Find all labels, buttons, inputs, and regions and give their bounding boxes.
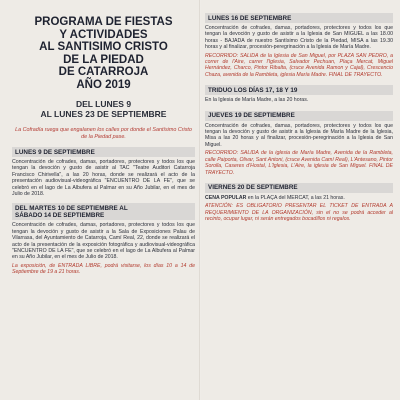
title-line: Y ACTIVIDADES	[59, 28, 148, 41]
section-text: Concentración de cofrades, damas, portadores, protectores y todos los que tengan la devoción y gusto de asistir a la Sala de Exposiciones Palau de Vilarrasa, del Ayuntamiento de Catarroja, Camí Real, 22, donde se realizará el acto de la presentación de la exposición fotográfica y audiovisual-videográfica "ENCUENTRO DE LA FE", que se celebró en el lago de La Albufera al Palmar en su Año Jubilar, en el mes de Julio de 2018.	[12, 222, 195, 261]
title-line: AÑO 2019	[76, 78, 131, 91]
dinner-label: CENA POPULAR	[205, 194, 247, 201]
title-line: DE CATARROJA	[58, 66, 149, 78]
section-heading: VIERNES 20 DE SEPTIEMBRE	[205, 183, 393, 193]
section-text: Concentración de cofrades, damas, portadores, protectores y todos los que tengan la devoción y gusto de asistir a la Iglesia de María Madre de la Iglesia, Misa a las 20 horas y al finalizar, procesión-peregrinación a la Iglesia de San Miguel.	[205, 122, 393, 148]
section-text: Concentración de cofrades, damas, portadores, protectores y todos los que tengan la devoción y gusto de asistir al TAC "Teatre Auditori Catarroja Francisco Chirivella", a las 20 horas, donde se realizará el acto de la presentación audiovisual-videográfica "ENCUENTRO DE LA FE", que se celebró en el lago de La Albufera al Palmar en su Año Jubilar, en el mes de Julio de 2018.	[12, 159, 195, 198]
section-heading: TRIDUO LOS DÍAS 17, 18 Y 19	[205, 85, 393, 95]
section-text: En la Iglesia de María Madre, a las 20 horas.	[205, 97, 309, 104]
section-heading	[12, 203, 195, 220]
section-heading: LUNES 9 DE SEPTIEMBRE	[12, 147, 195, 157]
section-heading: JUEVES 19 DE SEPTIEMBRE	[205, 111, 393, 121]
intro-note: La Cofradía ruega que engalanen los calles por donde el Santísimo Cristo de la Piedad pase.	[15, 127, 192, 140]
section-heading: LUNES 16 DE SEPTIEMBRE	[205, 13, 393, 23]
section-text	[205, 195, 393, 201]
title-line: AL SANTISIMO CRISTO	[39, 41, 168, 53]
dinner-details: en la PLAÇA del MERCAT, a las 21 horas.	[246, 194, 345, 201]
festival-dates	[12, 99, 195, 119]
title-line: DE LA PIEDAD	[63, 53, 144, 66]
heading-line: DEL MARTES 10 DE SEPTIEMBRE AL	[15, 204, 128, 212]
program-title	[12, 16, 195, 91]
route-note: RECORRIDO: SALIDA de la iglesia de María Madre, Avenida de la Rambleta, calle Paiporta, Olivar, Sant Antoni, (cruce Avenida Camí Real), L'Antesano, Pintor Sorolla, Caseres d'Hostal, L'Iglesia, L'Aire, la iglesia de San Miguel. FINAL DE TRAYECTO.	[205, 150, 393, 176]
section-text: Concentración de cofrades, damas, portadores, protectores y todos los que tengan la devoción y gusto de asistir a la Iglesia de San MIGUEL a las 18.00 horas - BAJADA de nuestro Santísimo Cristo de la Piedad, MISA a las 19.30 horas y al finalizar, procesión-peregrinación a la Iglesia de María Madre.	[205, 25, 393, 51]
heading-line: SÁBADO 14 DE SEPTIEMBRE	[15, 211, 105, 219]
dates-line: AL LUNES 23 DE SEPTIEMBRE	[40, 109, 167, 119]
left-page	[12, 0, 195, 400]
exhibition-note: La exposición, de ENTRADA LIBRE, podrá visitarse, los días 10 a 14 de Septiembre de 19 a 21 horas.	[12, 262, 195, 276]
right-page	[205, 0, 393, 400]
title-line: PROGRAMA DE FIESTAS	[34, 16, 173, 28]
dates-line: DEL LUNES 9	[75, 99, 132, 109]
route-note: RECORRIDO: SALIDA de la Iglesia de San Miguel, por PLAZA SAN PEDRO, a correr de l'Aire, carrer l'Iglesia, Salvador Pechuan, Plaça Mercat, Miguel Hernández, Charco, Pintor Ribalta, (cruce Avenida Ramon y Cajal), Crescencio Chaza, avenida de la Rambleta, iglesia María Madre. FINAL DE TRAYECTO.	[205, 52, 393, 78]
attention-note: ATENCIÓN: ES OBLIGATORIO PRESENTAR EL TICKET DE ENTRADA A REQUERIMIENTO DE LA ORGANIZACIÓN, sin el no se podrá acceder al recinto, ocupar lugar, ni serán entregados bocadillos ni regalos.	[205, 203, 393, 223]
page-fold	[199, 0, 201, 400]
